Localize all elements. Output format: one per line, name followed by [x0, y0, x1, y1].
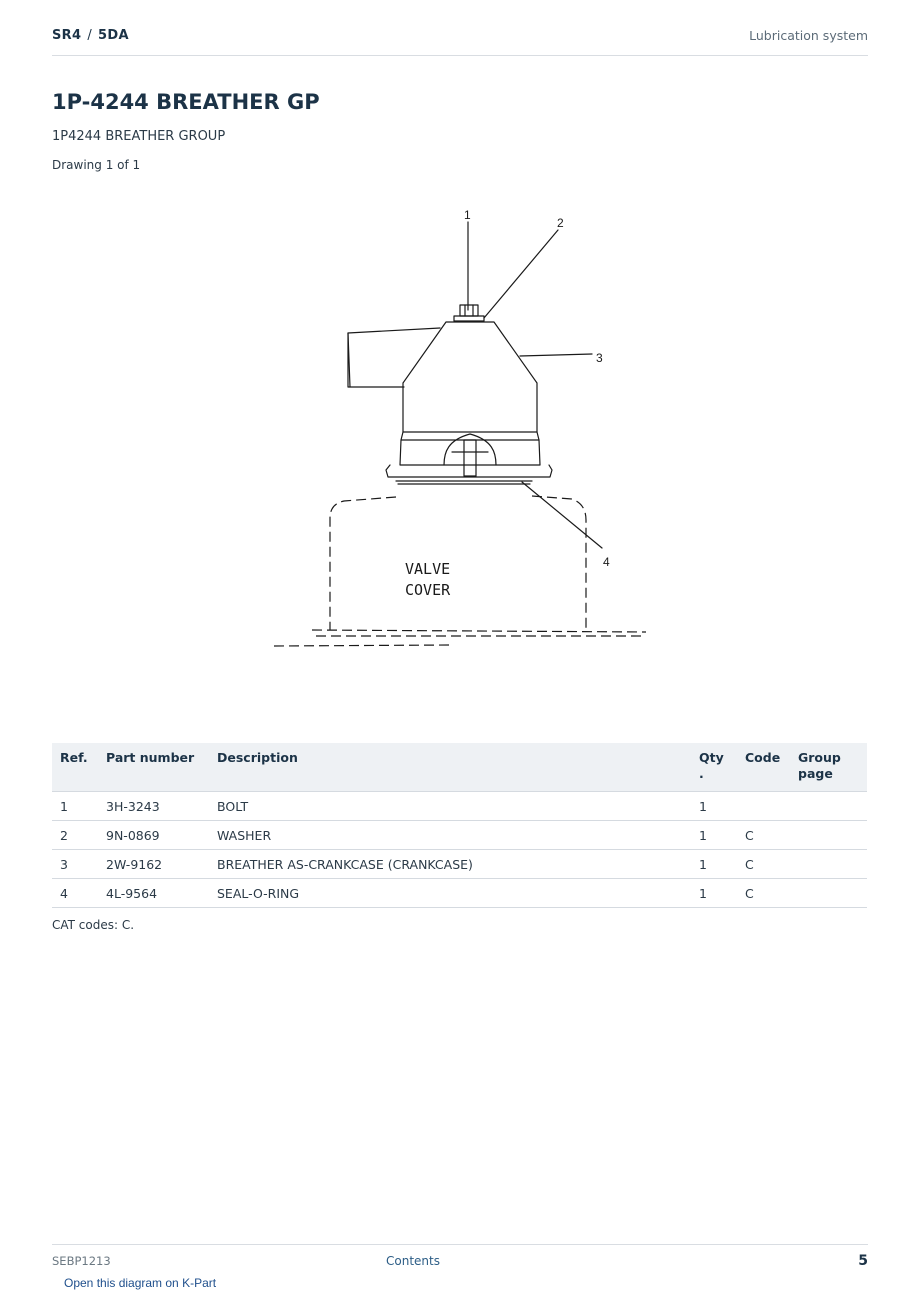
- cat-codes-note: CAT codes: C.: [52, 918, 135, 932]
- breadcrumb-arrangement: 5DA: [98, 28, 129, 43]
- cell-part-number: 4L-9564: [98, 879, 209, 908]
- column-header-group-page: Group page: [790, 743, 867, 792]
- cell-part-number: 2W-9162: [98, 850, 209, 879]
- column-header-ref: Ref.: [52, 743, 98, 792]
- cell-group-page: [790, 792, 867, 821]
- callout-number: 2: [557, 216, 564, 230]
- cell-group-page: [790, 850, 867, 879]
- page-number: 5: [858, 1253, 868, 1269]
- cell-description: WASHER: [209, 821, 691, 850]
- washer-shape: [454, 316, 484, 321]
- bolt-shape: [460, 305, 478, 316]
- cell-qty: 1: [691, 821, 737, 850]
- cell-code: C: [737, 850, 790, 879]
- valve-cover-shape: [274, 496, 646, 646]
- cell-code: C: [737, 879, 790, 908]
- cell-group-page: [790, 821, 867, 850]
- cell-code: C: [737, 821, 790, 850]
- leader-line-4: [522, 482, 602, 548]
- parts-table: [52, 743, 867, 908]
- leader-line-2: [484, 230, 558, 318]
- seal-o-ring-shape: [396, 481, 532, 484]
- callout-number: 4: [603, 555, 610, 569]
- breadcrumb-model: SR4: [52, 28, 82, 43]
- page-header: [52, 28, 868, 56]
- cell-ref: 4: [52, 879, 98, 908]
- cell-group-page: [790, 879, 867, 908]
- table-row: [52, 821, 867, 850]
- leader-line-3: [520, 354, 592, 356]
- column-header-code: Code: [737, 743, 790, 792]
- cell-ref: 3: [52, 850, 98, 879]
- document-id: SEBP1213: [52, 1254, 111, 1268]
- cell-qty: 1: [691, 850, 737, 879]
- parts-diagram: [260, 200, 660, 700]
- page-subtitle: 1P4244 BREATHER GROUP: [52, 129, 226, 144]
- cell-part-number: 9N-0869: [98, 821, 209, 850]
- valve-cover-label: COVER: [405, 581, 451, 599]
- breadcrumb-separator: /: [87, 28, 93, 43]
- open-in-kpart-link[interactable]: Open this diagram on K-Part: [64, 1276, 217, 1290]
- cell-code: [737, 792, 790, 821]
- cell-qty: 1: [691, 879, 737, 908]
- page-footer: [52, 1244, 868, 1277]
- column-header-part-number: Part number: [98, 743, 209, 792]
- table-row: [52, 850, 867, 879]
- flange-shape: [386, 465, 552, 477]
- breadcrumb: [52, 28, 129, 55]
- cell-description: SEAL-O-RING: [209, 879, 691, 908]
- callout-number: 1: [464, 208, 471, 222]
- contents-link[interactable]: Contents: [386, 1254, 440, 1268]
- breather-body-shape: [348, 322, 540, 465]
- callout-number: 3: [596, 351, 603, 365]
- drawing-label: Drawing 1 of 1: [52, 158, 141, 172]
- table-row: [52, 879, 867, 908]
- section-name: Lubrication system: [749, 28, 868, 43]
- page-title: 1P-4244 BREATHER GP: [52, 90, 320, 114]
- table-header-row: [52, 743, 867, 792]
- cell-description: BOLT: [209, 792, 691, 821]
- cell-ref: 1: [52, 792, 98, 821]
- column-header-description: Description: [209, 743, 691, 792]
- cell-ref: 2: [52, 821, 98, 850]
- valve-cover-label: VALVE: [405, 560, 451, 578]
- cell-qty: 1: [691, 792, 737, 821]
- cell-description: BREATHER AS-CRANKCASE (CRANKCASE): [209, 850, 691, 879]
- cell-part-number: 3H-3243: [98, 792, 209, 821]
- table-row: [52, 792, 867, 821]
- column-header-qty: Qty .: [691, 743, 737, 792]
